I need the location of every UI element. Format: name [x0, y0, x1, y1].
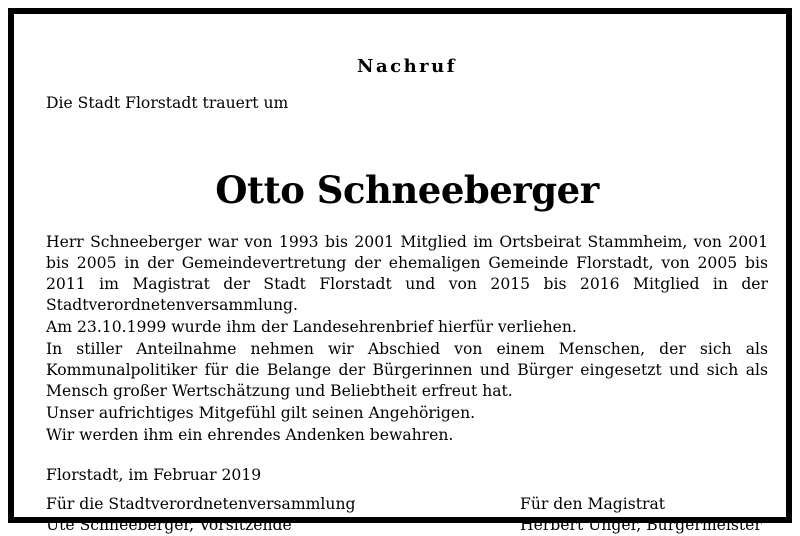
signature-person: Herbert Unger, Bürgermeister — [520, 516, 762, 534]
obituary-frame — [8, 8, 792, 534]
obituary-heading: Nachruf — [357, 56, 457, 77]
signature-organization: Für den Magistrat — [520, 495, 666, 513]
paragraph-remembrance: Wir werden ihm ein ehrendes Andenken bewahren. — [46, 426, 454, 444]
obituary-body — [46, 232, 768, 447]
place-date: Florstadt, im Februar 2019 — [46, 466, 262, 484]
intro-line: Die Stadt Florstadt trauert um — [46, 94, 289, 112]
signature-block-left — [46, 494, 355, 536]
deceased-name: Otto Schneeberger — [215, 168, 599, 212]
paragraph-farewell: In stiller Anteilnahme nehmen wir Abschied von einem Menschen, der sich als Kommunalpolitiker für die Belange der Bürgerinnen und Bürger eingesetzt und sich als Mensch großer Wertschätzung und Beliebtheit erfreut hat. — [46, 340, 768, 400]
paragraph-condolence: Unser aufrichtiges Mitgefühl gilt seinen Angehörigen. — [46, 404, 476, 422]
signature-block-right — [520, 494, 762, 536]
signature-person: Ute Schneeberger, Vorsitzende — [46, 516, 292, 534]
paragraph-career: Herr Schneeberger war von 1993 bis 2001 Mitglied im Ortsbeirat Stammheim, von 2001 bis 2005 in der Gemeindevertretung der ehemaligen Gemeinde Florstadt, von 2005 bis 2011 im Magistrat der Stadt Florstadt und von 2015 bis 2016 Mitglied in der Stadtverordnetenversammlung. — [46, 233, 768, 314]
signature-organization: Für die Stadtverordnetenversammlung — [46, 495, 356, 513]
paragraph-award: Am 23.10.1999 wurde ihm der Landesehrenbrief hierfür verliehen. — [46, 318, 577, 336]
